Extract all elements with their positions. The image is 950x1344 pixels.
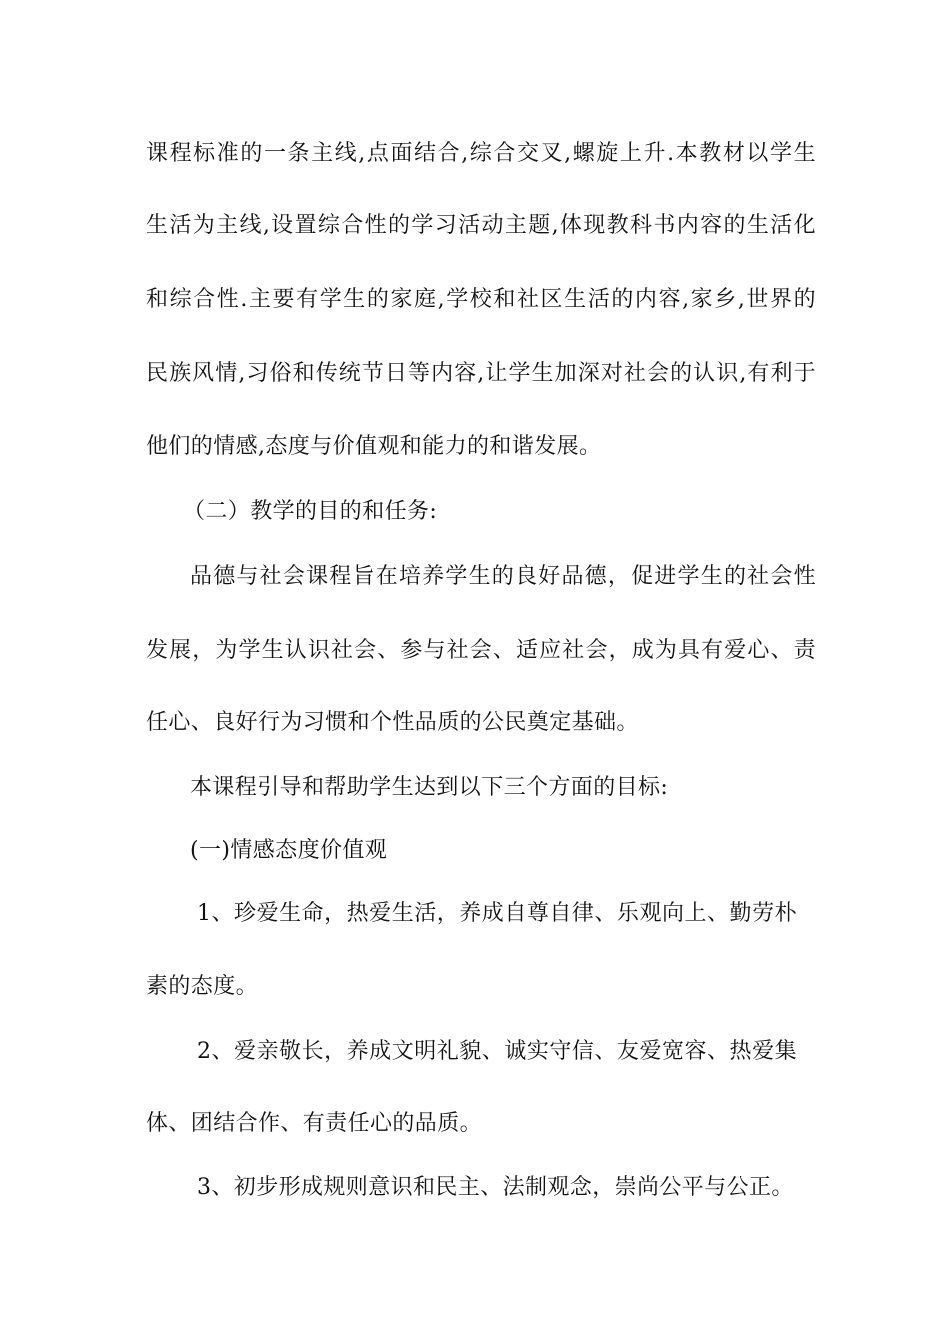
- subsection-heading-1: (一)情感态度价值观: [190, 838, 388, 863]
- list-item-1-line-1: 1、珍爱生命，热爱生活，养成自尊自律、乐观向上、勤劳朴: [197, 901, 797, 926]
- paragraph-line-7: 发展，为学生认识社会、参与社会、适应社会，成为具有爱心、责: [146, 638, 816, 663]
- paragraph-line-4: 民族风情,习俗和传统节日等内容,让学生加深对社会的认识,有利于: [146, 361, 816, 386]
- paragraph-line-2: 生活为主线,设置综合性的学习活动主题,体现教科书内容的生活化: [146, 213, 816, 238]
- paragraph-line-6: 品德与社会课程旨在培养学生的良好品德，促进学生的社会性: [190, 564, 816, 589]
- paragraph-line-5: 他们的情感,态度与价值观和能力的和谐发展。: [146, 434, 602, 459]
- paragraph-line-1: 课程标准的一条主线,点面结合,综合交叉,螺旋上升.本教材以学生: [146, 141, 816, 166]
- list-item-1-line-2: 素的态度。: [146, 974, 259, 999]
- section-heading-2: （二）教学的目的和任务:: [183, 499, 438, 524]
- list-item-3: 3、初步形成规则意识和民主、法制观念，崇尚公平与公正。: [197, 1175, 794, 1200]
- paragraph-line-9: 本课程引导和帮助学生达到以下三个方面的目标:: [190, 775, 669, 800]
- paragraph-line-8: 任心、良好行为习惯和个性品质的公民奠定基础。: [146, 710, 639, 735]
- paragraph-line-3: 和综合性.主要有学生的家庭,学校和社区生活的内容,家乡,世界的: [146, 287, 816, 312]
- list-item-2-line-2: 体、团结合作、有责任心的品质。: [146, 1111, 483, 1136]
- list-item-2-line-1: 2、爱亲敬长，养成文明礼貌、诚实守信、友爱宽容、热爱集: [197, 1039, 797, 1064]
